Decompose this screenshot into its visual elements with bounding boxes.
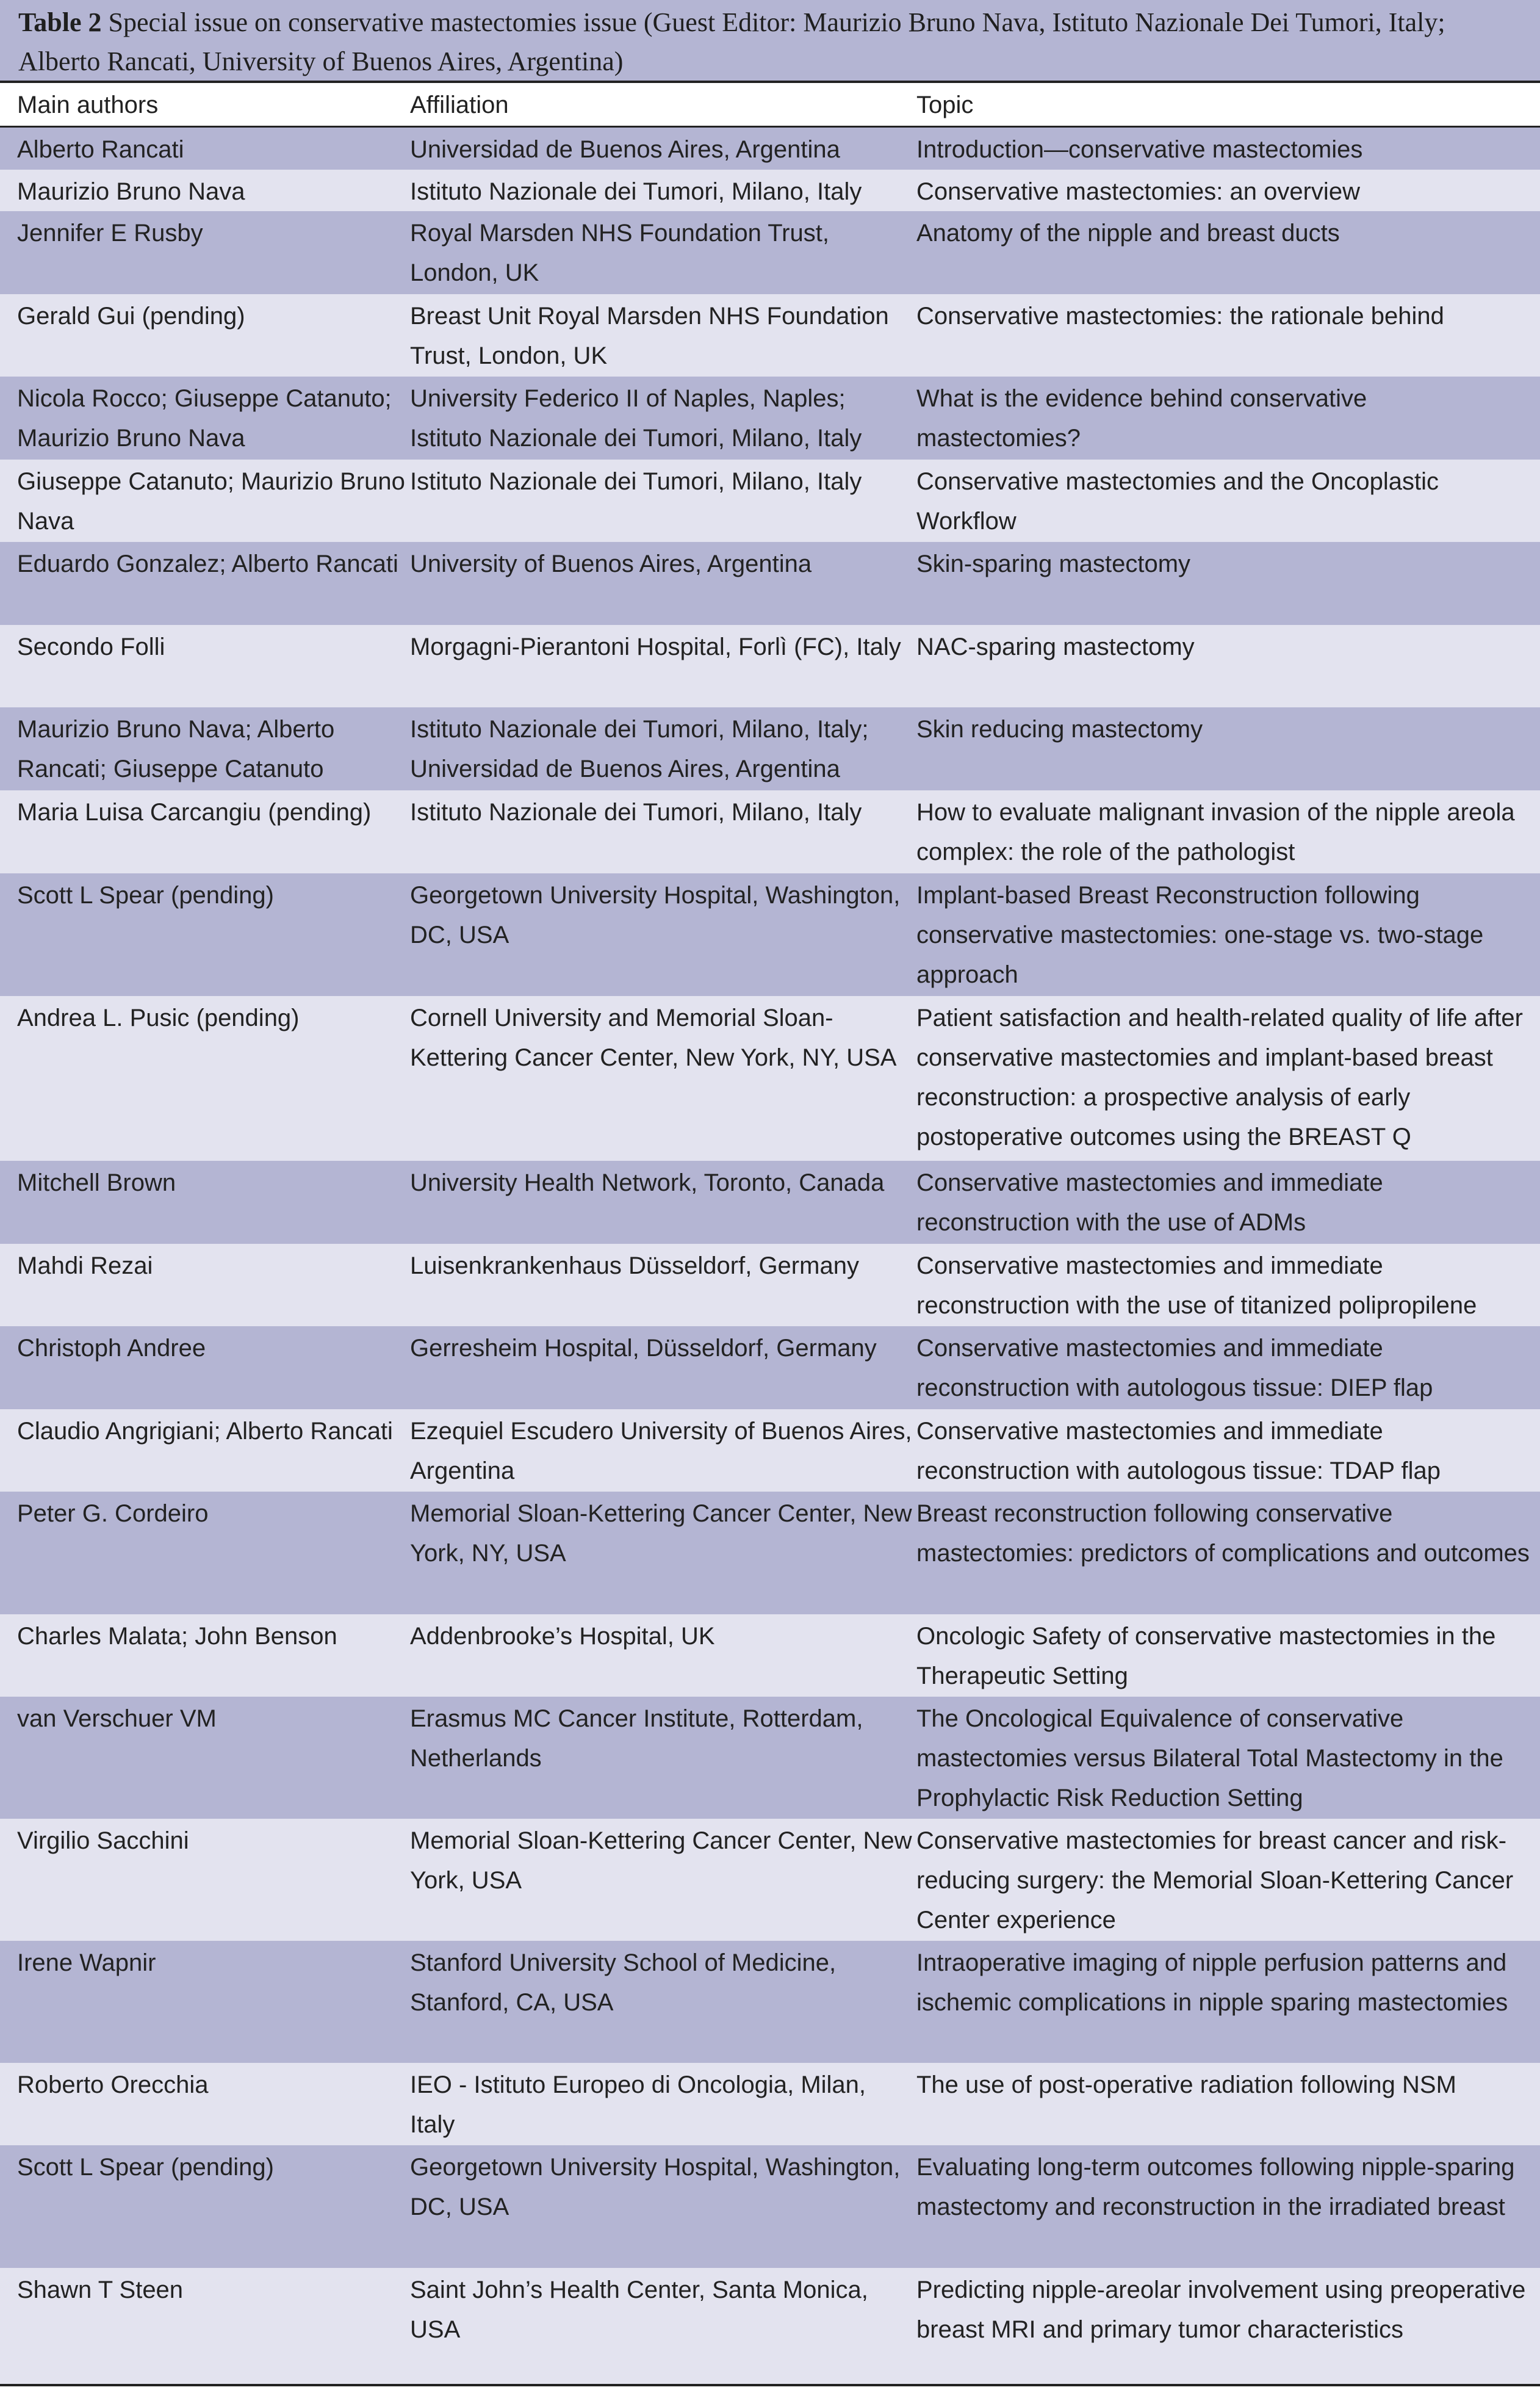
cell-affiliation: Georgetown University Hospital, Washington, DC, USA bbox=[410, 882, 901, 948]
cell-affiliation: Cornell University and Memorial Sloan-Kettering Cancer Center, New York, NY, USA bbox=[410, 1005, 897, 1071]
cell-main-authors: Scott L Spear (pending) bbox=[17, 882, 274, 909]
cell-main-authors: Maurizio Bruno Nava bbox=[17, 178, 245, 205]
cell-topic: Conservative mastectomies and immediate reconstruction with the use of ADMs bbox=[916, 1169, 1383, 1236]
cell-topic: Predicting nipple-areolar involvement using preoperative breast MRI and primary tumor characteristics bbox=[916, 2276, 1526, 2343]
table-row bbox=[0, 1244, 1540, 1326]
cell-topic: NAC-sparing mastectomy bbox=[916, 634, 1195, 660]
column-header-affiliation: Affiliation bbox=[410, 92, 509, 118]
cell-topic: Intraoperative imaging of nipple perfusion patterns and ischemic complications in nipple sparing mastectomies bbox=[916, 1949, 1508, 2016]
cell-affiliation: Stanford University School of Medicine, Stanford, CA, USA bbox=[410, 1949, 837, 2016]
cell-affiliation: Royal Marsden NHS Foundation Trust, London, UK bbox=[410, 220, 829, 286]
cell-affiliation: Addenbrooke’s Hospital, UK bbox=[410, 1623, 715, 1650]
cell-topic: Evaluating long-term outcomes following nipple-sparing mastectomy and reconstruction in the irradiated breast bbox=[916, 2154, 1515, 2220]
cell-topic: Introduction—conservative mastectomies bbox=[916, 136, 1363, 163]
cell-main-authors: Mahdi Rezai bbox=[17, 1252, 153, 1279]
cell-topic: Patient satisfaction and health-related quality of life after conservative mastectomies and implant-based breast reconstruction: a prospective analysis of early postoperative outcomes using the BREAST Q bbox=[916, 1005, 1523, 1150]
cell-topic: How to evaluate malignant invasion of the nipple areola complex: the role of the pathologist bbox=[916, 799, 1515, 865]
cell-main-authors: Eduardo Gonzalez; Alberto Rancati bbox=[17, 551, 398, 577]
table-row bbox=[0, 1614, 1540, 1697]
cell-main-authors: Christoph Andree bbox=[17, 1335, 206, 1362]
table-row bbox=[0, 1819, 1540, 1941]
cell-affiliation: University of Buenos Aires, Argentina bbox=[410, 551, 812, 577]
cell-main-authors: Nicola Rocco; Giuseppe Catanuto; Maurizio Bruno Nava bbox=[17, 385, 392, 452]
table-row bbox=[0, 1492, 1540, 1614]
cell-main-authors: Secondo Folli bbox=[17, 634, 165, 660]
cell-affiliation: Georgetown University Hospital, Washington, DC, USA bbox=[410, 2154, 901, 2220]
table-row bbox=[0, 625, 1540, 707]
table-row bbox=[0, 294, 1540, 377]
cell-main-authors: Claudio Angrigiani; Alberto Rancati bbox=[17, 1418, 393, 1445]
cell-affiliation: Saint John’s Health Center, Santa Monica, USA bbox=[410, 2276, 868, 2343]
column-header-topic: Topic bbox=[916, 92, 974, 118]
cell-affiliation: Istituto Nazionale dei Tumori, Milano, Italy bbox=[410, 799, 862, 826]
table-caption-label: Table 2 bbox=[18, 7, 102, 37]
cell-affiliation: IEO - Istituto Europeo di Oncologia, Milan, Italy bbox=[410, 2071, 866, 2138]
table-row bbox=[0, 1161, 1540, 1244]
cell-affiliation: University Federico II of Naples, Naples; Istituto Nazionale dei Tumori, Milano, Italy bbox=[410, 385, 862, 452]
cell-affiliation: Luisenkrankenhaus Düsseldorf, Germany bbox=[410, 1252, 859, 1279]
cell-affiliation: Breast Unit Royal Marsden NHS Foundation Trust, London, UK bbox=[410, 303, 889, 369]
table-row bbox=[0, 790, 1540, 873]
cell-main-authors: Peter G. Cordeiro bbox=[17, 1500, 209, 1527]
cell-topic: Conservative mastectomies and immediate reconstruction with autologous tissue: TDAP flap bbox=[916, 1418, 1441, 1484]
cell-affiliation: Memorial Sloan-Kettering Cancer Center, New York, USA bbox=[410, 1827, 912, 1894]
cell-affiliation: Universidad de Buenos Aires, Argentina bbox=[410, 136, 840, 163]
cell-main-authors: Alberto Rancati bbox=[17, 136, 184, 163]
cell-main-authors: Charles Malata; John Benson bbox=[17, 1623, 337, 1650]
cell-main-authors: Giuseppe Catanuto; Maurizio Bruno Nava bbox=[17, 468, 405, 535]
table-row bbox=[0, 707, 1540, 790]
table-row bbox=[0, 873, 1540, 996]
cell-affiliation: Istituto Nazionale dei Tumori, Milano, Italy bbox=[410, 468, 862, 495]
cell-main-authors: van Verschuer VM bbox=[17, 1705, 217, 1732]
cell-topic: What is the evidence behind conservative mastectomies? bbox=[916, 385, 1367, 452]
cell-main-authors: Roberto Orecchia bbox=[17, 2071, 209, 2098]
cell-affiliation: Memorial Sloan-Kettering Cancer Center, New York, NY, USA bbox=[410, 1500, 912, 1567]
table-row bbox=[0, 2145, 1540, 2268]
cell-topic: The Oncological Equivalence of conservative mastectomies versus Bilateral Total Mastectomy in the Prophylactic Risk Reduction Setting bbox=[916, 1705, 1503, 1811]
cell-affiliation: Ezequiel Escudero University of Buenos Aires, Argentina bbox=[410, 1418, 912, 1484]
table-row bbox=[0, 211, 1540, 294]
cell-main-authors: Jennifer E Rusby bbox=[17, 220, 203, 247]
cell-main-authors: Shawn T Steen bbox=[17, 2276, 184, 2303]
cell-main-authors: Andrea L. Pusic (pending) bbox=[17, 1005, 300, 1031]
cell-main-authors: Irene Wapnir bbox=[17, 1949, 156, 1976]
table-row bbox=[0, 996, 1540, 1161]
cell-main-authors: Gerald Gui (pending) bbox=[17, 303, 245, 330]
cell-topic: Conservative mastectomies: the rationale behind bbox=[916, 303, 1444, 330]
table-row bbox=[0, 1697, 1540, 1819]
cell-main-authors: Maria Luisa Carcangiu (pending) bbox=[17, 799, 372, 826]
cell-affiliation: University Health Network, Toronto, Canada bbox=[410, 1169, 885, 1196]
column-header-main-authors: Main authors bbox=[17, 92, 159, 118]
table-row bbox=[0, 377, 1540, 460]
cell-topic: Implant-based Breast Reconstruction following conservative mastectomies: one-stage vs. two-stage approach bbox=[916, 882, 1484, 988]
cell-affiliation: Erasmus MC Cancer Institute, Rotterdam, Netherlands bbox=[410, 1705, 863, 1772]
table-row bbox=[0, 460, 1540, 542]
cell-main-authors: Mitchell Brown bbox=[17, 1169, 176, 1196]
cell-topic: Skin-sparing mastectomy bbox=[916, 551, 1191, 577]
table-row bbox=[0, 128, 1540, 170]
cell-topic: The use of post-operative radiation following NSM bbox=[916, 2071, 1456, 2098]
cell-main-authors: Virgilio Sacchini bbox=[17, 1827, 189, 1854]
cell-topic: Conservative mastectomies and the Oncoplastic Workflow bbox=[916, 468, 1439, 535]
cell-affiliation: Gerresheim Hospital, Düsseldorf, Germany bbox=[410, 1335, 877, 1362]
cell-topic: Skin reducing mastectomy bbox=[916, 716, 1203, 743]
cell-topic: Conservative mastectomies and immediate reconstruction with the use of titanized polipropilene bbox=[916, 1252, 1477, 1319]
cell-topic: Conservative mastectomies for breast cancer and risk-reducing surgery: the Memorial Sloan-Kettering Cancer Center experience bbox=[916, 1827, 1514, 1933]
cell-affiliation: Morgagni-Pierantoni Hospital, Forlì (FC), Italy bbox=[410, 634, 901, 660]
table-header-row bbox=[0, 83, 1540, 126]
cell-affiliation: Istituto Nazionale dei Tumori, Milano, Italy; Universidad de Buenos Aires, Argentina bbox=[410, 716, 869, 782]
cell-topic: Conservative mastectomies and immediate reconstruction with autologous tissue: DIEP flap bbox=[916, 1335, 1433, 1401]
table-row bbox=[0, 2063, 1540, 2145]
cell-main-authors: Maurizio Bruno Nava; Alberto Rancati; Giuseppe Catanuto bbox=[17, 716, 335, 782]
table-caption-text: Special issue on conservative mastectomies issue (Guest Editor: Maurizio Bruno Nava, Istituto Nazionale Dei Tumori, Italy; Alberto Rancati, University of Buenos Aires, Argentina) bbox=[18, 7, 1445, 76]
table-row bbox=[0, 1409, 1540, 1492]
cell-topic: Breast reconstruction following conservative mastectomies: predictors of complications and outcomes bbox=[916, 1500, 1530, 1567]
cell-topic: Oncologic Safety of conservative mastectomies in the Therapeutic Setting bbox=[916, 1623, 1496, 1689]
cell-topic: Anatomy of the nipple and breast ducts bbox=[916, 220, 1340, 247]
table-row bbox=[0, 2268, 1540, 2384]
cell-affiliation: Istituto Nazionale dei Tumori, Milano, Italy bbox=[410, 178, 862, 205]
table-row bbox=[0, 542, 1540, 625]
table-row bbox=[0, 1941, 1540, 2063]
cell-main-authors: Scott L Spear (pending) bbox=[17, 2154, 274, 2181]
cell-topic: Conservative mastectomies: an overview bbox=[916, 178, 1360, 205]
table-bottom-rule bbox=[0, 2384, 1540, 2386]
table-row bbox=[0, 1326, 1540, 1409]
table-caption bbox=[0, 0, 1540, 81]
table-row bbox=[0, 170, 1540, 211]
